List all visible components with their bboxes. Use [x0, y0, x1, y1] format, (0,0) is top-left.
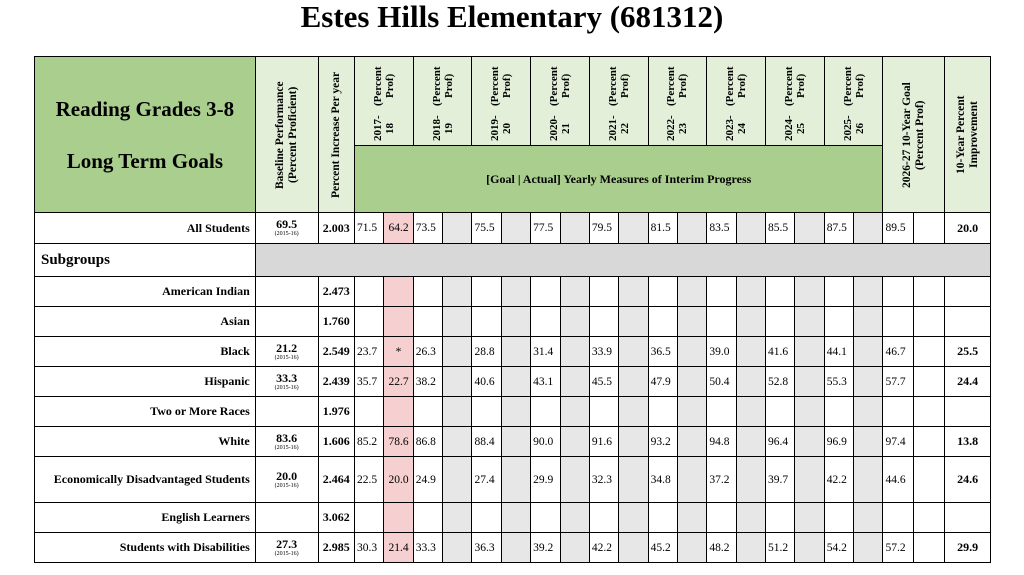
goal-cell: 39.7: [766, 457, 795, 503]
table-row: [35, 307, 991, 337]
goal-cell: 37.2: [707, 457, 736, 503]
actual-cell: [384, 503, 413, 533]
goal-cell: 45.2: [648, 533, 677, 563]
actual-cell-empty: [501, 503, 530, 533]
goal-cell: [589, 503, 618, 533]
table-title-cell: [35, 57, 256, 213]
baseline-year: (2015-16): [274, 482, 299, 489]
goal-cell: 75.5: [472, 213, 501, 244]
actual-cell-empty: [795, 503, 824, 533]
actual-cell: 21.4: [384, 533, 413, 563]
rate-cell: 2.439: [318, 367, 354, 397]
actual-cell-empty: [443, 337, 472, 367]
goal-cell: [355, 503, 384, 533]
actual-cell: 20.0: [384, 457, 413, 503]
goal-cell: [355, 307, 384, 337]
interim-progress-banner: [Goal | Actual] Yearly Measures of Interim Progress: [355, 146, 883, 213]
actual-cell-empty: [795, 427, 824, 457]
goal-cell: 32.3: [589, 457, 618, 503]
actual-cell-empty: [619, 367, 648, 397]
baseline-year: (2015-16): [274, 550, 299, 557]
actual-cell-empty: [795, 457, 824, 503]
goal-cell: 51.2: [766, 533, 795, 563]
goal-cell: [766, 307, 795, 337]
goal-cell: [472, 277, 501, 307]
actual-cell-empty: [736, 213, 765, 244]
goal-cell: 38.2: [413, 367, 442, 397]
row-label: White: [35, 427, 256, 457]
goal-cell: [472, 397, 501, 427]
final-goal-cell: 44.6: [883, 457, 913, 503]
goal-cell: [531, 397, 560, 427]
actual-cell-empty: [619, 307, 648, 337]
actual-cell-empty: [736, 337, 765, 367]
actual-cell: [384, 307, 413, 337]
goal-cell: 96.9: [824, 427, 853, 457]
final-goal-cell: [883, 307, 913, 337]
actual-cell-empty: [501, 533, 530, 563]
goal-cell: [472, 503, 501, 533]
goal-cell: 88.4: [472, 427, 501, 457]
actual-cell-empty: [619, 337, 648, 367]
rate-cell: 1.760: [318, 307, 354, 337]
actual-cell-empty: [443, 533, 472, 563]
actual-cell-empty: [619, 397, 648, 427]
actual-cell-empty: [677, 307, 706, 337]
year-header-2022-23: 2022-23 (Percent Prof): [648, 57, 707, 146]
actual-cell-empty: [501, 427, 530, 457]
goal-cell: 43.1: [531, 367, 560, 397]
actual-cell-empty: [560, 307, 589, 337]
goal-cell: [648, 307, 677, 337]
ten-year-improvement-header: 10-Year Percent Improvement: [945, 57, 991, 213]
goal-cell: 23.7: [355, 337, 384, 367]
goal-cell: 94.8: [707, 427, 736, 457]
year-header-2019-20: 2019-20 (Percent Prof): [472, 57, 531, 146]
goal-cell: 96.4: [766, 427, 795, 457]
actual-cell-empty: [443, 213, 472, 244]
actual-cell-empty: [736, 503, 765, 533]
goal-cell: [824, 307, 853, 337]
baseline-cell: [255, 337, 318, 367]
goal-cell: 41.6: [766, 337, 795, 367]
year-header-2020-21: 2020-21 (Percent Prof): [531, 57, 590, 146]
baseline-value: 83.6: [276, 430, 298, 445]
actual-cell-empty: [501, 397, 530, 427]
actual-cell-empty: [619, 213, 648, 244]
goal-cell: [413, 277, 442, 307]
table-row: [35, 367, 991, 397]
actual-cell-empty: [854, 533, 883, 563]
actual-cell-empty: [854, 213, 883, 244]
actual-cell-empty: [619, 503, 648, 533]
goal-cell: 47.9: [648, 367, 677, 397]
rate-cell: 1.606: [318, 427, 354, 457]
goal-cell: 54.2: [824, 533, 853, 563]
actual-cell-empty: [795, 213, 824, 244]
actual-cell-empty: [795, 367, 824, 397]
goal-cell: 33.3: [413, 533, 442, 563]
goal-cell: 86.8: [413, 427, 442, 457]
final-goal-blank: [913, 397, 944, 427]
final-goal-cell: [883, 397, 913, 427]
subgroups-band: [255, 244, 990, 277]
actual-cell-empty: [677, 503, 706, 533]
goal-cell: [413, 307, 442, 337]
actual-cell-empty: [501, 457, 530, 503]
actual-cell-empty: [854, 397, 883, 427]
year-header-2018-19: 2018-19 (Percent Prof): [413, 57, 472, 146]
actual-cell-empty: [619, 533, 648, 563]
baseline-cell: [255, 503, 318, 533]
final-goal-blank: [913, 213, 944, 244]
year-header-2017-18: 2017-18 (Percent Prof): [355, 57, 414, 146]
actual-cell-empty: [443, 427, 472, 457]
final-goal-cell: [883, 277, 913, 307]
actual-cell-empty: [854, 457, 883, 503]
page-title: Estes Hills Elementary (681312): [300, 0, 724, 34]
goal-cell: 93.2: [648, 427, 677, 457]
table-row: [35, 337, 991, 367]
actual-cell-empty: [619, 427, 648, 457]
baseline-value: 20.0: [276, 468, 298, 483]
actual-cell-empty: [677, 367, 706, 397]
actual-cell-empty: [736, 307, 765, 337]
rate-cell: 2.464: [318, 457, 354, 503]
goal-cell: 34.8: [648, 457, 677, 503]
actual-cell-empty: [443, 277, 472, 307]
actual-cell-empty: [560, 457, 589, 503]
goal-cell: 36.3: [472, 533, 501, 563]
subgroups-label: Subgroups: [35, 244, 256, 277]
actual-cell-empty: [854, 367, 883, 397]
baseline-cell: [255, 397, 318, 427]
goal-cell: [531, 307, 560, 337]
actual-cell: *: [384, 337, 413, 367]
goal-cell: [766, 503, 795, 533]
actual-cell-empty: [619, 457, 648, 503]
goal-cell: [413, 503, 442, 533]
goal-cell: 42.2: [824, 457, 853, 503]
goal-cell: [648, 503, 677, 533]
actual-cell-empty: [736, 277, 765, 307]
ten-year-goal-header: 2026-27 10-Year Goal (Percent Prof): [883, 57, 945, 213]
actual-cell-empty: [560, 367, 589, 397]
goal-cell: 50.4: [707, 367, 736, 397]
rate-cell: 1.976: [318, 397, 354, 427]
improvement-cell: 24.6: [945, 457, 991, 503]
baseline-year: (2015-16): [274, 444, 299, 451]
actual-cell-empty: [443, 367, 472, 397]
final-goal-blank: [913, 277, 944, 307]
goal-cell: 40.6: [472, 367, 501, 397]
actual-cell-empty: [443, 397, 472, 427]
subtitle: Long Term Goals: [66, 148, 224, 173]
goal-cell: [707, 277, 736, 307]
actual-cell-empty: [736, 397, 765, 427]
actual-cell: 22.7: [384, 367, 413, 397]
baseline-cell: [255, 367, 318, 397]
actual-cell-empty: [736, 533, 765, 563]
actual-cell-empty: [677, 337, 706, 367]
goal-cell: 71.5: [355, 213, 384, 244]
improvement-cell: [945, 503, 991, 533]
final-goal-blank: [913, 427, 944, 457]
actual-cell-empty: [560, 277, 589, 307]
baseline-year: (2015-16): [274, 384, 299, 391]
goal-cell: 55.3: [824, 367, 853, 397]
goal-cell: 27.4: [472, 457, 501, 503]
goal-cell: [648, 397, 677, 427]
row-label: English Learners: [35, 503, 256, 533]
baseline-cell: [255, 533, 318, 563]
final-goal-blank: [913, 307, 944, 337]
improvement-cell: 13.8: [945, 427, 991, 457]
table-row: [35, 427, 991, 457]
year-header-2024-25: 2024-25 (Percent Prof): [766, 57, 825, 146]
actual-cell-empty: [560, 427, 589, 457]
goal-cell: [707, 397, 736, 427]
table-row: [35, 533, 991, 563]
final-goal-cell: 46.7: [883, 337, 913, 367]
goal-cell: 52.8: [766, 367, 795, 397]
goal-cell: 48.2: [707, 533, 736, 563]
goal-cell: [355, 397, 384, 427]
actual-cell-empty: [736, 457, 765, 503]
goal-cell: [824, 397, 853, 427]
row-label: American Indian: [35, 277, 256, 307]
actual-cell-empty: [795, 307, 824, 337]
row-label: Two or More Races: [35, 397, 256, 427]
goal-cell: 22.5: [355, 457, 384, 503]
improvement-cell: 24.4: [945, 367, 991, 397]
actual-cell-empty: [677, 457, 706, 503]
actual-cell-empty: [443, 503, 472, 533]
final-goal-blank: [913, 337, 944, 367]
goal-cell: [589, 277, 618, 307]
goal-cell: [472, 307, 501, 337]
final-goal-cell: [883, 503, 913, 533]
actual-cell-empty: [677, 397, 706, 427]
actual-cell-empty: [677, 427, 706, 457]
goal-cell: [531, 277, 560, 307]
goal-cell: 28.8: [472, 337, 501, 367]
row-label: Students with Disabilities: [35, 533, 256, 563]
increase-header: Percent Increase Per year: [318, 57, 354, 213]
actual-cell-empty: [854, 307, 883, 337]
improvement-cell: [945, 277, 991, 307]
goal-cell: 81.5: [648, 213, 677, 244]
goal-cell: 85.5: [766, 213, 795, 244]
goal-cell: [355, 277, 384, 307]
improvement-cell: [945, 397, 991, 427]
actual-cell: [384, 277, 413, 307]
actual-cell-empty: [677, 213, 706, 244]
goal-cell: 36.5: [648, 337, 677, 367]
actual-cell-empty: [501, 367, 530, 397]
improvement-cell: 20.0: [945, 213, 991, 244]
final-goal-cell: 89.5: [883, 213, 913, 244]
baseline-cell: [255, 213, 318, 244]
goal-cell: 35.7: [355, 367, 384, 397]
actual-cell-empty: [677, 277, 706, 307]
goal-cell: 42.2: [589, 533, 618, 563]
goal-cell: 85.2: [355, 427, 384, 457]
year-header-2023-24: 2023-24 (Percent Prof): [707, 57, 766, 146]
goal-cell: 31.4: [531, 337, 560, 367]
actual-cell-empty: [736, 367, 765, 397]
actual-cell-empty: [854, 277, 883, 307]
actual-cell-empty: [795, 397, 824, 427]
rate-cell: 2.985: [318, 533, 354, 563]
goal-cell: 30.3: [355, 533, 384, 563]
actual-cell-empty: [501, 277, 530, 307]
goal-cell: [766, 397, 795, 427]
goal-cell: 33.9: [589, 337, 618, 367]
actual-cell-empty: [677, 533, 706, 563]
actual-cell-empty: [560, 533, 589, 563]
actual-cell-empty: [560, 337, 589, 367]
improvement-cell: 25.5: [945, 337, 991, 367]
actual-cell: [384, 397, 413, 427]
baseline-value: 21.2: [276, 340, 298, 355]
final-goal-blank: [913, 367, 944, 397]
actual-cell-empty: [501, 307, 530, 337]
baseline-cell: [255, 307, 318, 337]
actual-cell-empty: [795, 277, 824, 307]
table-row: [35, 457, 991, 503]
baseline-year: (2015-16): [274, 354, 299, 361]
goal-cell: 87.5: [824, 213, 853, 244]
actual-cell-empty: [560, 503, 589, 533]
rate-cell: 2.003: [318, 213, 354, 244]
actual-cell-empty: [854, 337, 883, 367]
baseline-header: Baseline Performance (Percent Proficient): [255, 57, 318, 213]
actual-cell: 78.6: [384, 427, 413, 457]
table-row: [35, 503, 991, 533]
actual-cell-empty: [619, 277, 648, 307]
goal-cell: [589, 397, 618, 427]
actual-cell-empty: [736, 427, 765, 457]
baseline-cell: [255, 457, 318, 503]
goal-cell: 77.5: [531, 213, 560, 244]
goal-cell: 39.0: [707, 337, 736, 367]
actual-cell: 64.2: [384, 213, 413, 244]
baseline-year: (2015-16): [274, 231, 299, 237]
table-row: [35, 277, 991, 307]
final-goal-blank: [913, 533, 944, 563]
subject-title: Reading Grades 3-8: [55, 96, 235, 121]
final-goal-cell: 97.4: [883, 427, 913, 457]
goal-cell: 29.9: [531, 457, 560, 503]
improvement-cell: 29.9: [945, 533, 991, 563]
goal-cell: [707, 307, 736, 337]
goal-cell: 90.0: [531, 427, 560, 457]
goal-cell: [707, 503, 736, 533]
goal-cell: [824, 503, 853, 533]
year-header-2021-22: 2021-22 (Percent Prof): [589, 57, 648, 146]
actual-cell-empty: [560, 213, 589, 244]
actual-cell-empty: [501, 213, 530, 244]
rate-cell: 2.549: [318, 337, 354, 367]
baseline-cell: [255, 277, 318, 307]
improvement-cell: [945, 307, 991, 337]
goal-cell: [766, 277, 795, 307]
actual-cell-empty: [795, 533, 824, 563]
table-row: [35, 397, 991, 427]
goal-cell: [824, 277, 853, 307]
baseline-value: 27.3: [276, 536, 298, 551]
goal-cell: 39.2: [531, 533, 560, 563]
row-label: Asian: [35, 307, 256, 337]
goal-cell: 24.9: [413, 457, 442, 503]
baseline-value: 69.5: [276, 217, 298, 231]
goal-cell: [531, 503, 560, 533]
goal-cell: [589, 307, 618, 337]
actual-cell-empty: [501, 337, 530, 367]
rate-cell: 3.062: [318, 503, 354, 533]
rate-cell: 2.473: [318, 277, 354, 307]
actual-cell-empty: [443, 307, 472, 337]
row-label: Black: [35, 337, 256, 367]
final-goal-cell: 57.2: [883, 533, 913, 563]
goal-cell: 91.6: [589, 427, 618, 457]
baseline-value: 33.3: [276, 370, 298, 385]
final-goal-blank: [913, 503, 944, 533]
actual-cell-empty: [795, 337, 824, 367]
row-label: Economically Disadvantaged Students: [35, 457, 256, 503]
goal-cell: 45.5: [589, 367, 618, 397]
actual-cell-empty: [443, 457, 472, 503]
row-label: Hispanic: [35, 367, 256, 397]
goal-cell: 79.5: [589, 213, 618, 244]
goal-cell: 26.3: [413, 337, 442, 367]
row-label: All Students: [35, 213, 256, 244]
long-term-goals-table: [34, 56, 991, 563]
table-row: [35, 213, 991, 244]
goal-cell: 83.5: [707, 213, 736, 244]
final-goal-blank: [913, 457, 944, 503]
goal-cell: [648, 277, 677, 307]
final-goal-cell: 57.7: [883, 367, 913, 397]
goal-cell: [413, 397, 442, 427]
baseline-cell: [255, 427, 318, 457]
actual-cell-empty: [854, 427, 883, 457]
goal-cell: 73.5: [413, 213, 442, 244]
actual-cell-empty: [854, 503, 883, 533]
goal-cell: 44.1: [824, 337, 853, 367]
actual-cell-empty: [560, 397, 589, 427]
year-header-2025-26: 2025-26 (Percent Prof): [824, 57, 883, 146]
